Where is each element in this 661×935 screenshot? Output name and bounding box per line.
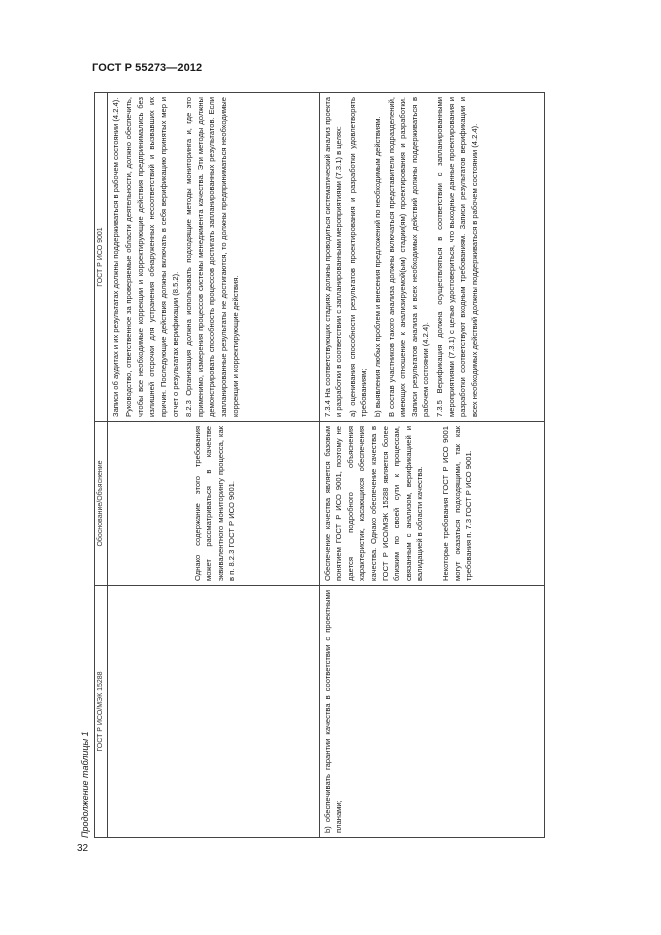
table-caption: Продолжение таблицы 1 <box>80 731 90 838</box>
iso9001-paragraph: a) оценивания способности результатов проектирования и разработки удовлетворять требованиям; <box>347 97 369 417</box>
iso9001-paragraph: 8.2.3 Организация должна использовать подходящие методы мониторинга и, где это применимо, измерения процессов системы менеджмента качества. Эти методы должны демонстрировать способность процессов достигать запланированных результатов. Если запланированные результаты не достигаются, то должны предприниматься необходимые коррекции и корректирующие действия. <box>184 97 240 417</box>
cell-rationale <box>107 422 319 586</box>
cell-iso15288 <box>319 586 544 838</box>
cell-iso9001 <box>107 93 319 422</box>
table-row <box>107 93 319 838</box>
rotated-table-block <box>78 93 546 838</box>
comparison-table <box>94 92 545 838</box>
rationale-paragraph: Некоторые требования ГОСТ Р ИСО 9001 могут оказаться подходящими, так как требования п. 7.3 ГОСТ Р ИСО 9001. <box>440 426 474 581</box>
page-number: 32 <box>77 843 89 854</box>
table-row <box>319 93 544 838</box>
iso9001-paragraph: Руководство, ответственное за проверяемые области деятельности, должно обеспечить, чтобы все необходимые коррекции и корректирующие действия предпринимались без излишней отсрочки для устранения обнаруженных несоответствий и вызвавших их причин. Последующие действия должны включать в себя верификацию принятых мер и отчет о результатах верификации (8.5.2). <box>124 97 180 417</box>
column-header-rationale: Обоснование/Объяснение <box>95 422 108 586</box>
iso9001-paragraph: 7.3.5 Верификация должна осуществляться в соответствии с запланированными мероприятиями (7.3.1) с целью удостовериться, что выходные данные проектирования и разработки соответствуют входным требованиям. Записи результатов верификации и всех необходимых действий должны поддерживаться в рабочем состоянии (4.2.4). <box>434 97 479 417</box>
column-header-iso15288: ГОСТ Р ИСО/МЭК 15288 <box>95 586 108 838</box>
rationale-paragraph: Обеспечение качества является базовым понятием ГОСТ Р ИСО 9001, поэтому не дается подробного объяснения характеристик, касающихся обеспечения качества. Однако обеспечение качества в ГОСТ Р ИСО/МЭК 15288 является более близким по своей сути к процессам, связанным с анализом, верификацией и валидацией в области качества. <box>322 426 425 581</box>
iso15288-requirement: b) обеспечивать гарантии качества в соответствии с проектными планами; <box>322 590 344 833</box>
column-header-iso9001: ГОСТ Р ИСО 9001 <box>95 93 108 422</box>
iso9001-paragraph: В состав участников такого анализа должны включаться представители подразделений, имеющих отношение к анализируемой(ым) стадии(ям) проектирования и разработки. Записи результатов анализа и всех необходимых действий должны поддерживаться в рабочем состоянии (4.2.4). <box>386 97 431 417</box>
cell-rationale <box>319 422 544 586</box>
document-title: ГОСТ Р 55273—2012 <box>92 62 203 74</box>
cell-iso9001 <box>319 93 544 422</box>
cell-iso15288 <box>107 586 319 838</box>
iso9001-paragraph: Записи об аудитах и их результатах должны поддерживаться в рабочем состоянии (4.2.4). <box>110 97 120 417</box>
table-header-row <box>95 93 108 838</box>
rationale-paragraph: Однако содержание этого требования может рассматриваться в качестве эквивалентного мониторингу процесса, как в п. 8.2.3 ГОСТ Р ИСО 9001. <box>192 426 237 581</box>
iso9001-paragraph: 7.3.4 На соответствующих стадиях должны проводиться систематический анализ проекта и разработки в соответствии с запланированными мероприятиями (7.3.1) в целях: <box>322 97 344 417</box>
iso9001-paragraph: b) выявления любых проблем и внесения предложений по необходимым действиям. <box>372 116 382 417</box>
